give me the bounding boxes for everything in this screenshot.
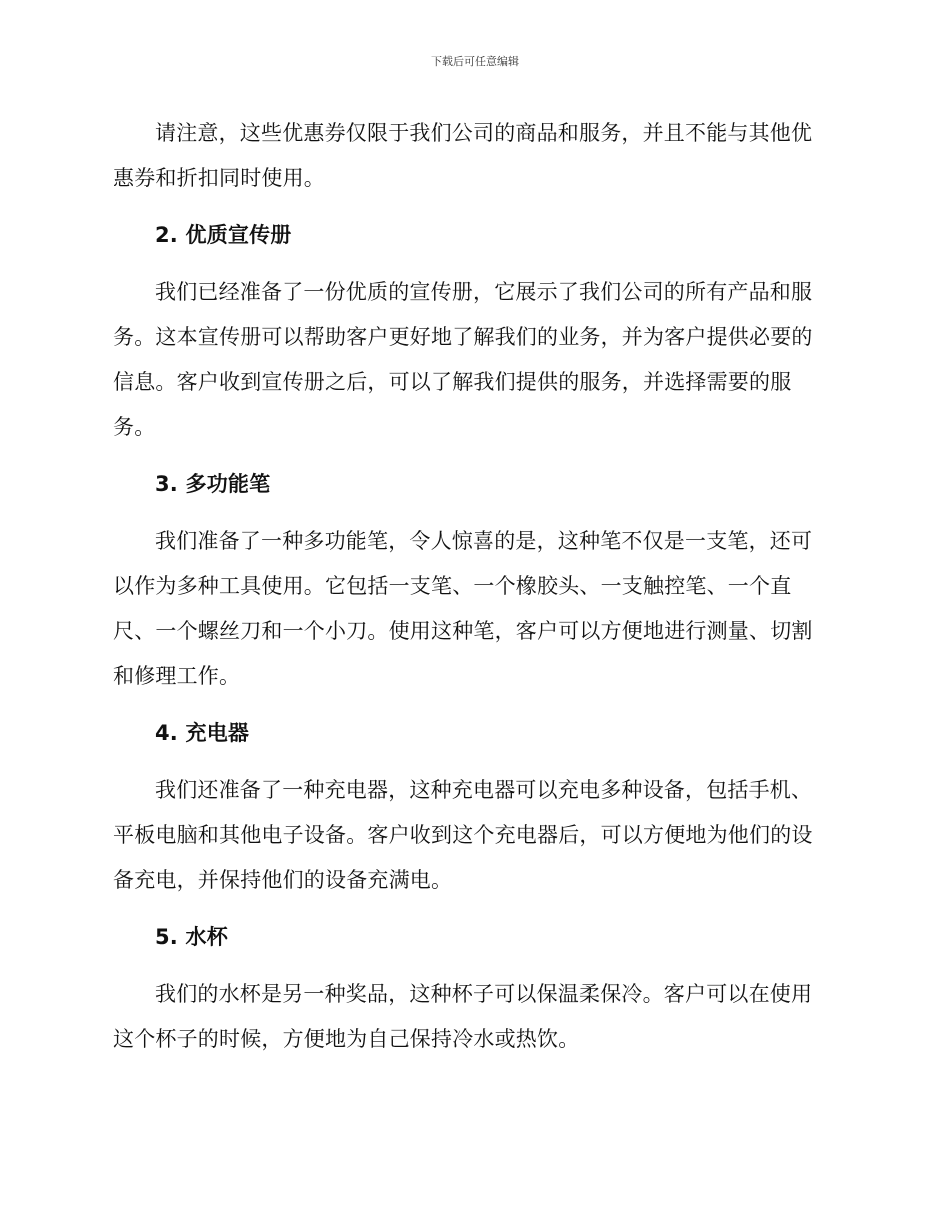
brochure-paragraph: 我们已经准备了一份优质的宣传册，它展示了我们公司的所有产品和服务。这本宣传册可以帮助客户更好地了解我们的业务，并为客户提供必要的信息。客户收到宣传册之后，可以了解我们提供的服务，并选择需要的服务。: [113, 280, 813, 439]
water-cup-paragraph: 我们的水杯是另一种奖品，这种杯子可以保温柔保冷。客户可以在使用这个杯子的时候，方便地为自己保持冷水或热饮。: [113, 982, 813, 1051]
page-header: 下载后可任意编辑: [431, 55, 519, 68]
brochure-heading: 2. 优质宣传册: [155, 223, 292, 247]
document-body: [113, 111, 833, 1062]
charger-heading: 4. 充电器: [155, 721, 250, 745]
charger-paragraph: 我们还准备了一种充电器，这种充电器可以充电多种设备，包括手机、平板电脑和其他电子设备。客户收到这个充电器后，可以方便地为他们的设备充电，并保持他们的设备充满电。: [113, 778, 813, 892]
coupon-note-paragraph: 请注意，这些优惠券仅限于我们公司的商品和服务，并且不能与其他优惠券和折扣同时使用。: [113, 121, 813, 190]
multifunction-pen-paragraph: 我们准备了一种多功能笔，令人惊喜的是，这种笔不仅是一支笔，还可以作为多种工具使用。它包括一支笔、一个橡胶头、一支触控笔、一个直尺、一个螺丝刀和一个小刀。使用这种笔，客户可以方便地进行测量、切割和修理工作。: [113, 529, 813, 688]
multifunction-pen-heading: 3. 多功能笔: [155, 472, 271, 496]
water-cup-heading: 5. 水杯: [155, 925, 228, 949]
